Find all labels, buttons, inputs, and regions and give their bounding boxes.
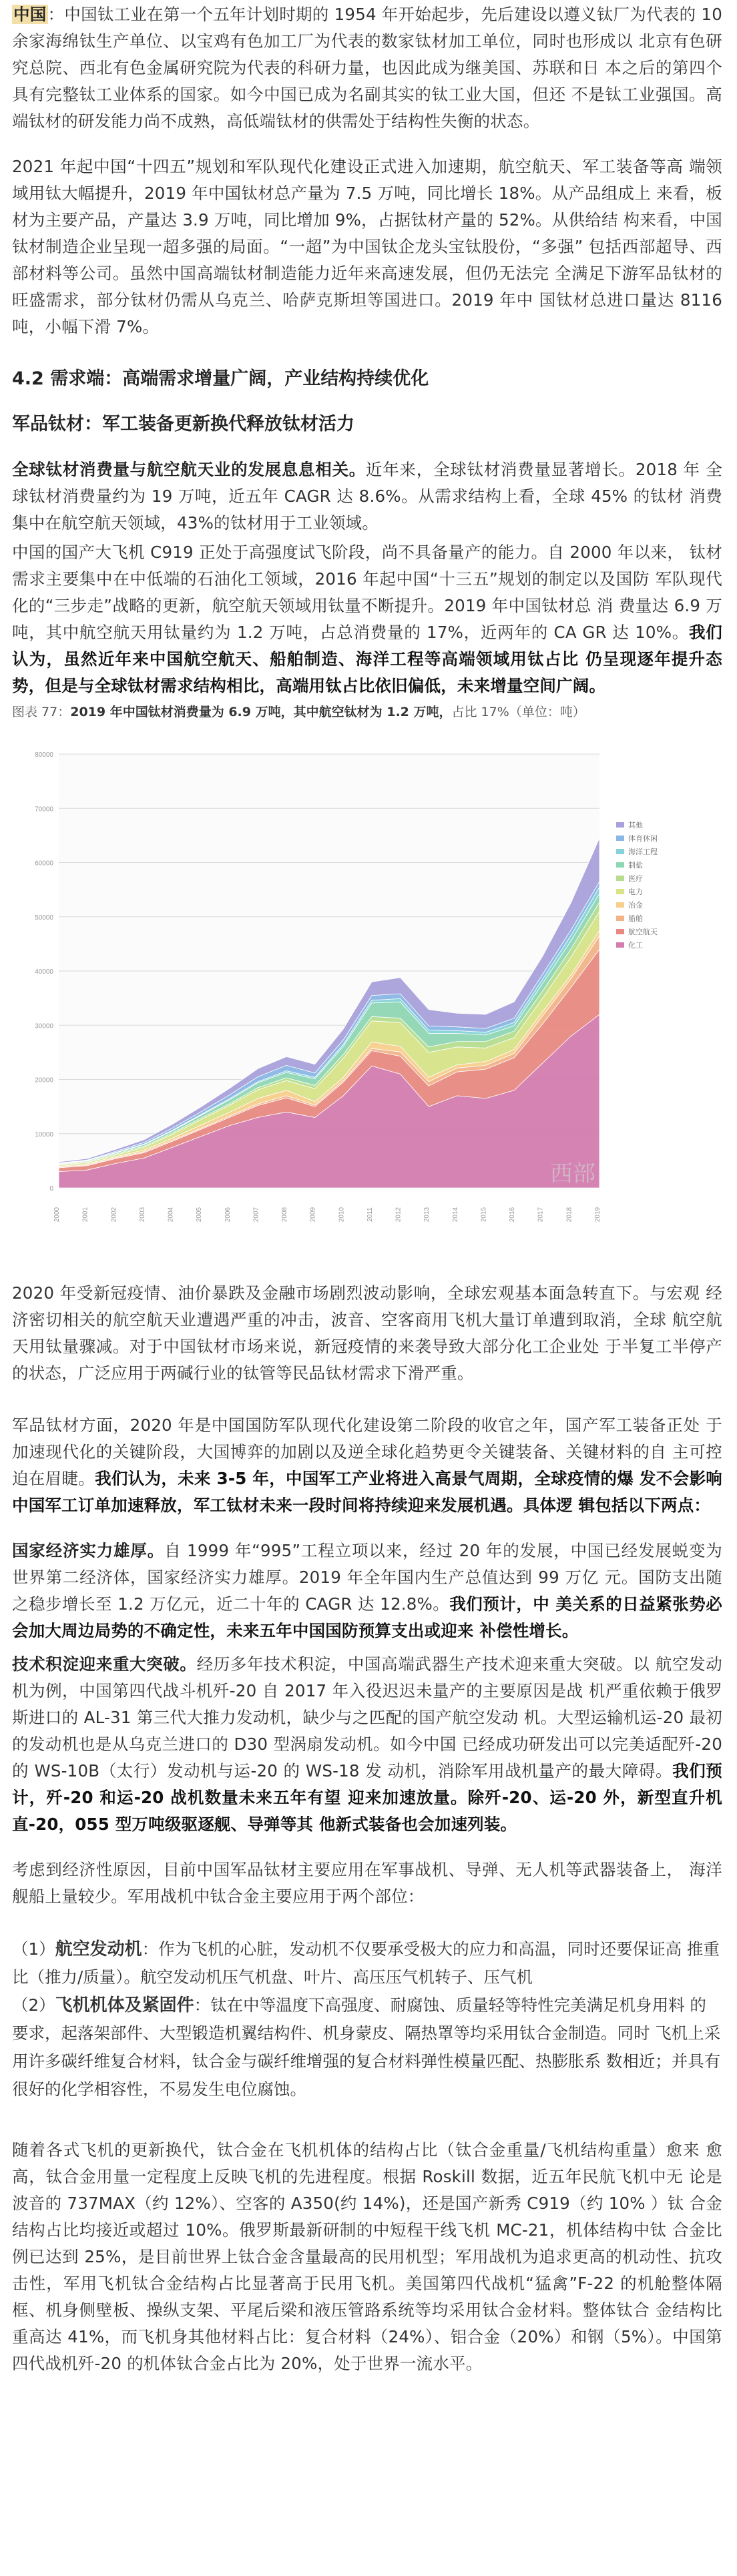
- paragraph-c919: [12, 539, 722, 699]
- x-tick-label: 2017: [537, 1207, 545, 1223]
- paragraph-c919-text: 中国的国产大飞机 C919 正处于高强度试飞阶段，尚不具备量产的能力。自 2000 年以来， 钛材需求主要集中在中低端的石油化工领域，2016 年起中国“十三五”规划的制定以及国防 军队现代化的“三步走”战略的更新，航空航天领域用钛量不断提升。2019 年中国钛材总 消 费量达 6.9 万吨，其中航空航天用钛量约为 1.2 万吨，占总消费量的 17%，近两年的 CA GR 达 10%。: [12, 543, 722, 642]
- list-item-airframe: [12, 1991, 722, 2104]
- figure-caption-rest: 占比 17%（单位：吨）: [451, 705, 585, 719]
- x-tick-label: 2013: [423, 1207, 431, 1223]
- figure-caption-prefix: 图表 77：: [12, 705, 71, 719]
- x-tick-label: 2016: [509, 1207, 517, 1223]
- x-tick-label: 2000: [53, 1207, 61, 1223]
- x-tick-label: 2019: [594, 1207, 601, 1223]
- legend-swatch: [616, 942, 624, 948]
- list-item-text: ：钛在中等温度下高强度、耐腐蚀、质量轻等特性完美满足机身用料 的要求，起落架部件、大型锻造机翼结构件、机身蒙皮、隔热罩等均采用钛合金制造。同时 飞机上采用许多碳纤维复合材料，钛合金与碳纤维增强的复合材料弹性模量匹配、热膨胀系 数相近；并具有很好的化学相容性，不易发生电位腐蚀。: [12, 1995, 721, 2099]
- paragraph-economic-reason: 考虑到经济性原因，目前中国军品钛材主要应用在军事战机、导弹、无人机等武器装备上， 海洋舰船上量较少。军用战机中钛合金主要应用于两个部位：: [12, 1860, 722, 1906]
- paragraph-tech-text: 经历多年技术积淀，中国高端武器生产技术迎来重大突破。以 航空发动机为例，中国第四代战斗机歼-20 自 2017 年入役迟迟未量产的主要原因是战 机严重依赖于俄罗斯进口的 AL-31 第三代大推力发动机，缺少与之匹配的国产航空发动 机。大型运输机运-20 最初的发动机也是从乌克兰进口的 D30 型涡扇发动机。如今中国 已经成功研发出可以完美适配歼-20 的 WS-10B（太行）发动机与运-20 的 WS-18 发 动机，消除军用战机量产的最大障碍。: [12, 1654, 722, 1781]
- x-tick-label: 2012: [395, 1207, 403, 1223]
- x-tick-label: 2001: [81, 1207, 89, 1223]
- x-tick-label: 2006: [224, 1207, 232, 1223]
- paragraph-military-emphasis: 我们认为，未来 3-5 年，中国军工产业将进入高景气周期，全球疫情的爆 发不会影响中国军工订单加速释放，军工钛材未来一段时间将持续迎来发展机遇。具体逻 辑包括以下两点：: [12, 1469, 722, 1515]
- legend-swatch: [616, 876, 624, 881]
- x-tick-label: 2003: [138, 1207, 146, 1223]
- paragraph-tech-emphasis: 我们预计，歼-20 和运-20 战机数量未来五年有望 迎来加速放量。除歼-20、运-20 外，新型直升机直-20，055 型万吨级驱逐舰、导弹等其 他新式装备也会加速列装。: [12, 1761, 722, 1834]
- list-item-number: （1）: [12, 1939, 55, 1959]
- x-tick-label: 2011: [366, 1207, 374, 1222]
- y-tick-label: 50000: [35, 914, 53, 922]
- x-tick-label: 2005: [196, 1207, 204, 1223]
- paragraph-economy-emphasis: 我们预计，中 美关系的日益紧张势必会加大周边局势的不确定性，未来五年中国国防预算支出或迎来 补偿性增长。: [12, 1594, 722, 1640]
- paragraph-china-intro-text: ：中国钛工业在第一个五年计划时期的 1954 年开始起步，先后建设以遵义钛厂为代表的 10 余家海绵钛生产单位、以宝鸡有色加工厂为代表的数家钛材加工单位，同时也形成以 北京有色研究总院、西北有色金属研究院为代表的科研力量，也因此成为继美国、苏联和日 本之后的第四个具有完整钛工业体系的国家。如今中国已成为名副其实的钛工业大国，但还 不是钛工业强国。高端钛材的研发能力尚不成熟，高低端钛材的供需处于结构性失衡的状态。: [12, 5, 723, 131]
- legend-label: 体育休闲: [628, 834, 658, 843]
- legend-label: 制盐: [628, 861, 643, 870]
- paragraph-final: 随着各式飞机的更新换代，钛合金在飞机机体的结构占比（钛合金重量/飞机结构重量）愈来 愈高，钛合金用量一定程度上反映飞机的先进程度。根据 Roskill 数据，近五年民航飞机中无 论是波音的 737MAX（约 12%）、空客的 A350(约 14%)，还是国产新秀 C919（约 10% ）钛 合金结构占比均接近或超过 10%。俄罗斯最新研制的中短程干线飞机 MC-21，机体结构中钛 合金比例已达到 25%，是目前世界上钛合金含量最高的民用机型；军用战机为追求更高的机动性、抗攻 击性，军用飞机钛合金结构占比显著高于民用飞机。美国第四代战机“猛禽”F-22 的机舱整体隔框、机身侧壁板、操纵支架、平尾后梁和液压管路系统等均采用钛合金材料。整体钛合 金结构比重高达 41%，而飞机身其他材料占比：复合材料（24%）、铝合金（20%）和钢（5%）。中国第四代战机歼-20 的机体钛合金占比为 20%，处于世界一流水平。: [12, 2140, 722, 2373]
- y-tick-label: 80000: [35, 751, 53, 759]
- x-tick-label: 2014: [451, 1207, 459, 1223]
- consumption-chart: [12, 727, 726, 1261]
- lead-tech: 技术积淀迎来重大突破。: [12, 1654, 197, 1674]
- legend-label: 海洋工程: [628, 848, 658, 856]
- paragraph-global-consumption: [12, 456, 722, 537]
- legend-label: 电力: [628, 888, 643, 896]
- legend-label: 航空航天: [628, 928, 658, 936]
- paragraph-2020: 2020 年受新冠疫情、油价暴跌及金融市场剧烈波动影响，全球宏观基本面急转直下。与宏观 经济密切相关的航空航天业遭遇严重的冲击，波音、空客商用飞机大量订单遭到取消，全球 航空航天用钛量骤减。对于中国钛材市场来说，新冠疫情的来袭导致大部分化工企业处 于半复工半停产的状态，广泛应用于两碱行业的钛管等民品钛材需求下滑严重。: [12, 1283, 722, 1383]
- legend-swatch: [616, 929, 624, 934]
- lead-global-consumption: 全球钛材消费量与航空航天业的发展息息相关。: [12, 460, 366, 479]
- subsection-heading-military-titanium: 军品钛材：军工装备更新换代释放钛材活力: [12, 414, 354, 434]
- list-item-engine: [12, 1935, 722, 1991]
- paragraph-china-intro: [12, 1, 722, 135]
- lead-china: 中国: [13, 5, 47, 24]
- lead-economy: 国家经济实力雄厚。: [12, 1541, 165, 1560]
- paragraph-c919-emphasis: 我们认为，虽然近年来中国航空航天、船舶制造、海洋工程等高端领域用钛占比 仍呈现逐年提升态势，但是与全球钛材需求结构相比，高端用钛占比依旧偏低，未来增量空间广阔。: [12, 623, 722, 695]
- paragraph-2021: 2021 年起中国“十四五”规划和军队现代化建设正式进入加速期，航空航天、军工装备等高 端领域用钛大幅提升，2019 年中国钛材总产量为 7.5 万吨，同比增长 18%。从产品组成上 来看，板材为主要产品，产量达 3.9 万吨，同比增加 9%，占据钛材产量的 52%。从供给结 构来看，中国钛材制造企业呈现一超多强的局面。“一超”为中国钛企龙头宝钛股份，“多强” 包括西部超导、西部材料等公司。虽然中国高端钛材制造能力近年来高速发展，但仍无法完 全满足下游军品钛材的旺盛需求，部分钛材仍需从乌克兰、哈萨克斯坦等国进口。2019 年中 国钛材总进口量达 8116 吨，小幅下滑 7%。: [12, 157, 722, 336]
- legend-label: 医疗: [628, 874, 643, 883]
- x-tick-label: 2015: [480, 1207, 488, 1223]
- list-item-number: （2）: [12, 1995, 55, 2015]
- stacked-area-chart: [12, 727, 726, 1261]
- figure-caption: [12, 702, 722, 722]
- legend-label: 冶金: [628, 901, 643, 910]
- y-tick-label: 30000: [35, 1022, 53, 1030]
- legend-swatch: [616, 902, 624, 908]
- x-tick-label: 2007: [252, 1207, 260, 1223]
- x-tick-label: 2018: [565, 1207, 573, 1223]
- x-tick-label: 2002: [110, 1207, 118, 1223]
- article-content: [0, 1, 737, 2377]
- section-heading-4-2: 4.2 需求端：高端需求增量广阔，产业结构持续优化: [12, 368, 429, 389]
- y-tick-label: 20000: [35, 1076, 53, 1084]
- x-tick-label: 2008: [281, 1207, 289, 1223]
- y-tick-label: 70000: [35, 806, 53, 814]
- y-tick-label: 60000: [35, 860, 53, 868]
- paragraph-global-consumption-text: 近年来，全球钛材消费量显著增长。2018 年 全球钛材消费量约为 19 万吨，近五年 CAGR 达 8.6%。从需求结构上看，全球 45% 的钛材 消费集中在航空航天领域，43%的钛材用于工业领域。: [12, 460, 722, 533]
- legend-label: 化工: [628, 941, 643, 950]
- paragraph-military: [12, 1412, 722, 1519]
- legend-swatch: [616, 849, 624, 854]
- list-item-term: 航空发动机: [55, 1939, 142, 1959]
- watermark: 西部: [550, 1161, 595, 1187]
- paragraph-economy: [12, 1538, 722, 1644]
- x-tick-label: 2010: [338, 1207, 346, 1223]
- paragraph-tech: [12, 1651, 722, 1838]
- list-item-term: 飞机机体及紧固件: [55, 1995, 194, 2015]
- figure-caption-bold: 2019 年中国钛材消费量为 6.9 万吨，其中航空钛材为 1.2 万吨，: [70, 705, 452, 719]
- legend-swatch: [616, 822, 624, 828]
- paragraph-military-text: 军品钛材方面，2020 年是中国国防军队现代化建设第二阶段的收官之年，国产军工装备正处 于加速现代化的关键阶段，大国博弈的加剧以及逆全球化趋势更令关键装备、关键材料的自 主可控迫在眉睫。: [12, 1415, 722, 1488]
- legend-swatch: [616, 862, 624, 868]
- y-tick-label: 0: [49, 1185, 53, 1193]
- legend-label: 其他: [628, 821, 643, 830]
- y-tick-label: 40000: [35, 968, 53, 976]
- x-tick-label: 2004: [167, 1207, 175, 1223]
- paragraph-economy-text: 自 1999 年“995”工程立项以来，经过 20 年的发展，中国已经发展蜕变为世界第二经济体，国家经济实力雄厚。2019 年全年国内生产总值达到 99 万亿 元。国防支出随之稳步增长至 1.2 万亿元，近二十年的 CAGR 达 12.8%。: [12, 1541, 722, 1614]
- legend-swatch: [616, 836, 624, 841]
- list-item-text: ：作为飞机的心脏，发动机不仅要承受极大的应力和高温，同时还要保证高 推重比（推力/质量）。航空发动机压气机盘、叶片、高压压气机转子、压气机: [12, 1939, 720, 1987]
- legend-swatch: [616, 889, 624, 894]
- x-tick-label: 2009: [309, 1207, 317, 1223]
- y-tick-label: 10000: [35, 1131, 53, 1139]
- legend-swatch: [616, 916, 624, 921]
- legend-label: 船舶: [628, 914, 643, 923]
